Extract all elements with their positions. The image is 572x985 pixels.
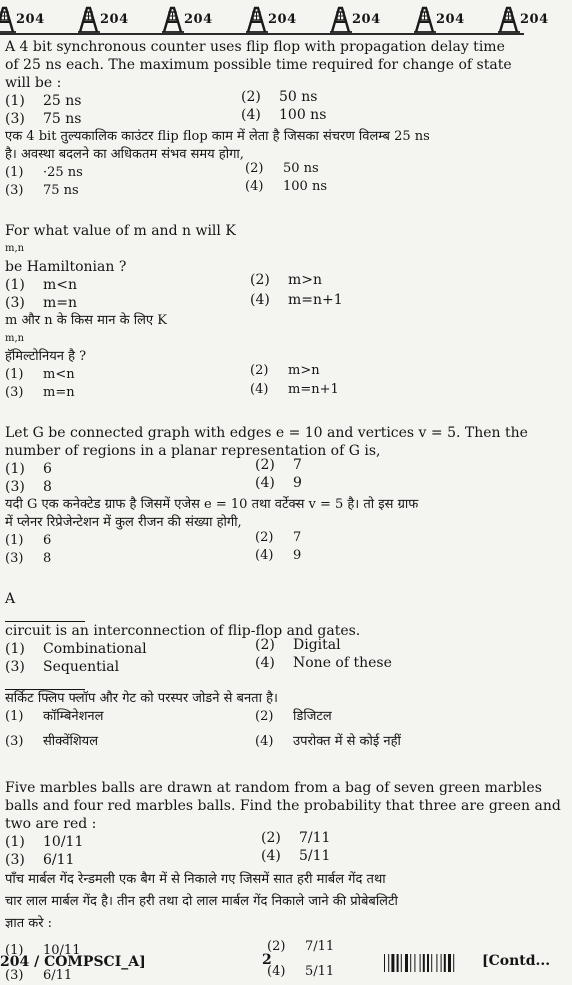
option-1[interactable]: (1) 6 [5, 533, 52, 548]
question-stem [5, 496, 519, 532]
option-4[interactable]: (4) m=n+1 [250, 382, 339, 397]
option-1[interactable]: (1) m<n [5, 367, 75, 382]
option-2[interactable]: (2) 7/11 [261, 830, 331, 846]
options [5, 272, 519, 312]
header-rule [0, 33, 524, 35]
option-2[interactable]: (2) 7 [255, 457, 302, 473]
option-1[interactable]: (1) कॉम्बिनेशनल [5, 709, 104, 724]
question-1-hindi [5, 128, 519, 200]
options [5, 457, 519, 496]
building-logo-icon [496, 5, 522, 33]
header-stamp [328, 5, 404, 33]
question-3-hindi [5, 496, 519, 568]
option-4[interactable]: (4) उपरोक्त में से कोई नहीं [255, 734, 401, 749]
stem-line: में प्लेनर रिप्रेजेन्टेशन में कुल रीजन की संख्या होगी, [5, 515, 242, 530]
stamp-code: 204 [352, 12, 381, 27]
option-4[interactable]: (4) m=n+1 [250, 292, 343, 308]
option-1[interactable]: (1) Combinational [5, 641, 147, 657]
option-1[interactable]: (1) 25 ns [5, 93, 82, 109]
header-stamp [160, 5, 236, 33]
question-1-english [5, 38, 519, 128]
stamp-code: 204 [520, 12, 549, 27]
question-4-english [5, 590, 519, 676]
question-stem [5, 312, 519, 366]
stem-line: A circuit is an interconnection of flip-flop and gates. [5, 591, 361, 639]
option-3[interactable]: (3) 6/11 [5, 852, 75, 868]
options [5, 363, 519, 402]
option-2[interactable]: (2) डिजिटल [255, 709, 332, 724]
stem-line: सर्किट फ्लिप फ्लॉप और गेट को परस्पर जोडने से बनता है। [5, 676, 519, 708]
options [5, 708, 519, 751]
option-3[interactable]: (3) m=n [5, 385, 75, 400]
header-stamp [244, 5, 320, 33]
question-2-english [5, 222, 519, 312]
option-4[interactable]: (4) 5/11 [267, 964, 335, 979]
option-2[interactable]: (2) 50 ns [241, 89, 318, 105]
options [5, 89, 519, 128]
option-2[interactable]: (2) 7 [255, 530, 302, 545]
options [5, 637, 519, 676]
header-stamp [496, 5, 572, 33]
answer-blank [5, 676, 85, 690]
stamp-code: 204 [268, 12, 297, 27]
option-3[interactable]: (3) m=n [5, 295, 78, 311]
answer-blank [5, 608, 85, 622]
question-stem [5, 128, 519, 164]
option-2[interactable]: (2) Digital [255, 637, 341, 653]
question-stem [5, 424, 528, 460]
question-3-english [5, 424, 528, 496]
option-3[interactable]: (3) 75 ns [5, 183, 79, 198]
option-2[interactable]: (2) m>n [250, 272, 323, 288]
option-2[interactable]: (2) 50 ns [245, 161, 319, 176]
option-4[interactable]: (4) 9 [255, 548, 302, 563]
stem-line: ज्ञात करे : [5, 916, 53, 931]
stem-line: यदी G एक कनेक्टेड ग्राफ है जिसमें एजेस e = 10 तथा वर्टेक्स v = 5 है। तो इस ग्राफ [5, 497, 419, 512]
stem-line: Let G be connected graph with edges e = 10 and vertices v = 5. Then the [5, 425, 528, 441]
stem-line: of 25 ns each. The maximum possible time required for change of state [5, 57, 512, 73]
continued-label: [Contd... [482, 953, 551, 969]
option-2[interactable]: (2) 7/11 [267, 939, 335, 954]
question-stem [5, 38, 519, 92]
option-4[interactable]: (4) 100 ns [241, 107, 327, 123]
option-4[interactable]: (4) 100 ns [245, 179, 327, 194]
question-stem [5, 222, 519, 276]
header-stamp [76, 5, 152, 33]
question-stem [5, 779, 561, 833]
stem-line: चार लाल मार्बल गेंद है। तीन हरी तथा दो लाल मार्बल गेंद निकाले जाने की प्रोबेबलिटी [5, 894, 398, 909]
header-stamp [412, 5, 488, 33]
header-stamp [0, 5, 68, 33]
option-1[interactable]: (1) m<n [5, 277, 78, 293]
building-logo-icon [244, 5, 270, 33]
stem-line: number of regions in a planar representation of G is, [5, 443, 381, 459]
option-4[interactable]: (4) None of these [255, 655, 392, 671]
stem-line: For what value of m and n will K m,n be Hamiltonian ? [5, 223, 236, 275]
stamp-code: 204 [100, 12, 129, 27]
option-4[interactable]: (4) 5/11 [261, 848, 331, 864]
option-4[interactable]: (4) 9 [255, 475, 302, 491]
question-stem [5, 869, 519, 935]
barcode-icon [384, 954, 476, 972]
paper-code: 204 / COMPSCI_A] [0, 954, 146, 970]
stem-line: पाँच मार्बल गेंद रेन्डमली एक बैग में से निकाले गए जिसमें सात हरी मार्बल गेंद तथा [5, 872, 386, 887]
option-2[interactable]: (2) m>n [250, 363, 320, 378]
option-3[interactable]: (3) 8 [5, 551, 52, 566]
option-1[interactable]: (1) ·25 ns [5, 165, 83, 180]
option-3[interactable]: (3) Sequential [5, 659, 120, 675]
stem-line: will be : [5, 75, 62, 91]
question-stem [5, 590, 519, 640]
page-footer [0, 950, 551, 980]
option-3[interactable]: (3) सीक्वेंशियल [5, 734, 99, 749]
building-logo-icon [328, 5, 354, 33]
building-logo-icon [76, 5, 102, 33]
stamp-code: 204 [16, 12, 45, 27]
question-5-english [5, 779, 561, 869]
stamp-code: 204 [184, 12, 213, 27]
stem-line: है। अवस्था बदलने का अधिकतम संभव समय होगा, [5, 147, 244, 162]
options [5, 830, 519, 869]
stem-line: two are red : [5, 816, 97, 832]
option-1[interactable]: (1) 6 [5, 461, 52, 477]
question-4-hindi [5, 676, 519, 751]
option-1[interactable]: (1) 10/11 [5, 943, 81, 958]
option-3[interactable]: (3) 6/11 [5, 968, 73, 983]
stem-line: A 4 bit synchronous counter uses flip flop with propagation delay time [5, 39, 505, 55]
options [5, 161, 519, 200]
options [5, 532, 519, 568]
stem-line: m और n के किस मान के लिए K m,n हॅमिल्टोनियन है ? [5, 313, 167, 364]
stamp-code: 204 [436, 12, 465, 27]
stem-line: Five marbles balls are drawn at random from a bag of seven green marbles [5, 780, 542, 796]
stem-line: एक 4 bit तुल्यकालिक काउंटर flip flop काम में लेता है जिसका संचरण विलम्ब 25 ns [5, 129, 430, 144]
page-number: 2 [262, 952, 272, 968]
option-3[interactable]: (3) 75 ns [5, 111, 82, 127]
building-logo-icon [412, 5, 438, 33]
question-stem [5, 676, 519, 708]
question-2-hindi [5, 312, 519, 402]
stem-line: balls and four red marbles balls. Find the probability that three are green and [5, 798, 561, 814]
building-logo-icon [160, 5, 186, 33]
option-3[interactable]: (3) 8 [5, 479, 52, 495]
option-1[interactable]: (1) 10/11 [5, 834, 84, 850]
header-stamp-band [0, 0, 549, 36]
